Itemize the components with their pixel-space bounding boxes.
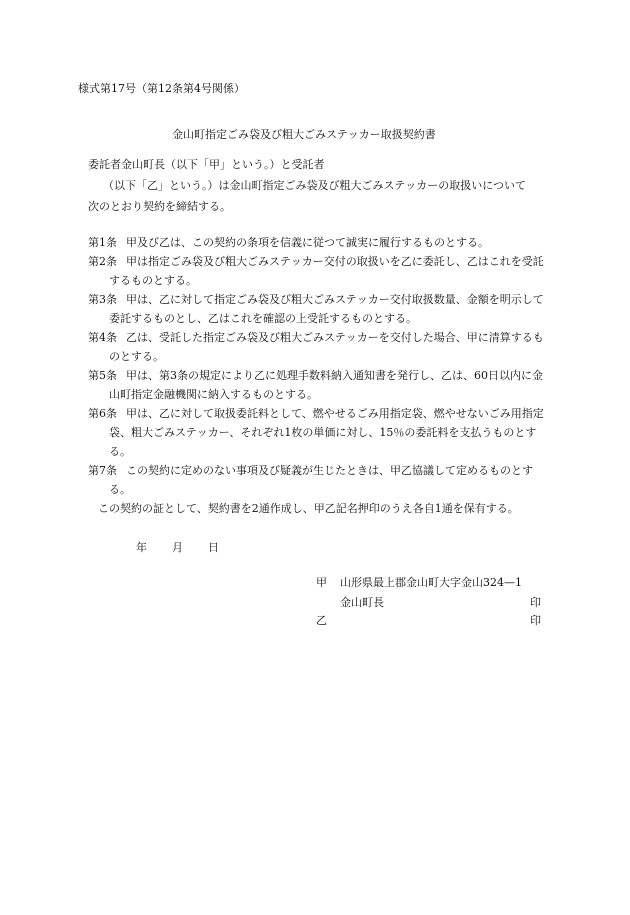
article-number: 第3条: [88, 293, 117, 306]
article-1: [88, 233, 550, 252]
article-text: 乙は、受託した指定ごみ袋及び粗大ごみステッカーを交付した場合、甲に清算するものとする。: [109, 331, 544, 363]
date-month: 月: [172, 541, 183, 554]
article-7: [88, 461, 550, 499]
intro-line-1: 委託者金山町長（以下「甲」という。）と受託者: [88, 158, 325, 171]
party-a-label: 甲: [316, 576, 327, 589]
article-2: [88, 252, 550, 290]
closing-statement: この契約の証として、契約書を2通作成し、甲乙記名押印のうえ各自1通を保有する。: [98, 502, 519, 515]
article-3: [88, 290, 550, 328]
party-a-address: 山形県最上郡金山町大字金山324—1: [340, 576, 522, 589]
date-year: 年: [136, 541, 147, 554]
articles-section: [88, 233, 550, 518]
article-5: [88, 366, 550, 404]
article-text: この契約に定めのない事項及び疑義が生じたときは、甲乙協議して定めるものとする。: [109, 464, 533, 496]
intro-line-3: 次のとおり契約を締結する。: [88, 200, 231, 213]
form-label: 様式第17号（第12条第4号関係）: [78, 82, 245, 95]
party-b-seal: 印: [530, 614, 541, 627]
party-a-name: 金山町長: [340, 596, 384, 609]
party-b-label: 乙: [316, 614, 327, 627]
article-text: 甲は、乙に対して指定ごみ袋及び粗大ごみステッカー交付取扱数量、金額を明示して委託するものとし、乙はこれを確認の上受託するものとする。: [109, 293, 544, 325]
article-number: 第1条: [88, 236, 117, 249]
party-a-seal: 印: [530, 596, 541, 609]
date-day: 日: [208, 541, 219, 554]
document-title: 金山町指定ごみ袋及び粗大ごみステッカー取扱契約書: [172, 128, 436, 141]
article-number: 第5条: [88, 369, 117, 382]
article-6: [88, 404, 550, 461]
article-4: [88, 328, 550, 366]
article-number: 第7条: [88, 464, 117, 477]
article-text: 甲は、乙に対して取扱委託料として、燃やせるごみ用指定袋、燃やせないごみ用指定袋、粗大ごみステッカー、それぞれ1枚の単価に対し、15％の委託料を支払うものとする。: [109, 407, 544, 458]
article-text: 甲は指定ごみ袋及び粗大ごみステッカー交付の取扱いを乙に委託し、乙はこれを受託するものとする。: [109, 255, 544, 287]
article-number: 第2条: [88, 255, 117, 268]
article-text: 甲及び乙は、この契約の条項を信義に従つて誠実に履行するものとする。: [126, 236, 489, 249]
article-number: 第4条: [88, 331, 117, 344]
article-text: 甲は、第3条の規定により乙に処理手数料納入通知書を発行し、乙は、60日以内に金山町指定金融機関に納入するものとする。: [109, 369, 543, 401]
intro-line-2: （以下「乙」という。）は金山町指定ごみ袋及び粗大ごみステッカーの取扱いについて: [103, 179, 527, 192]
article-number: 第6条: [88, 407, 117, 420]
